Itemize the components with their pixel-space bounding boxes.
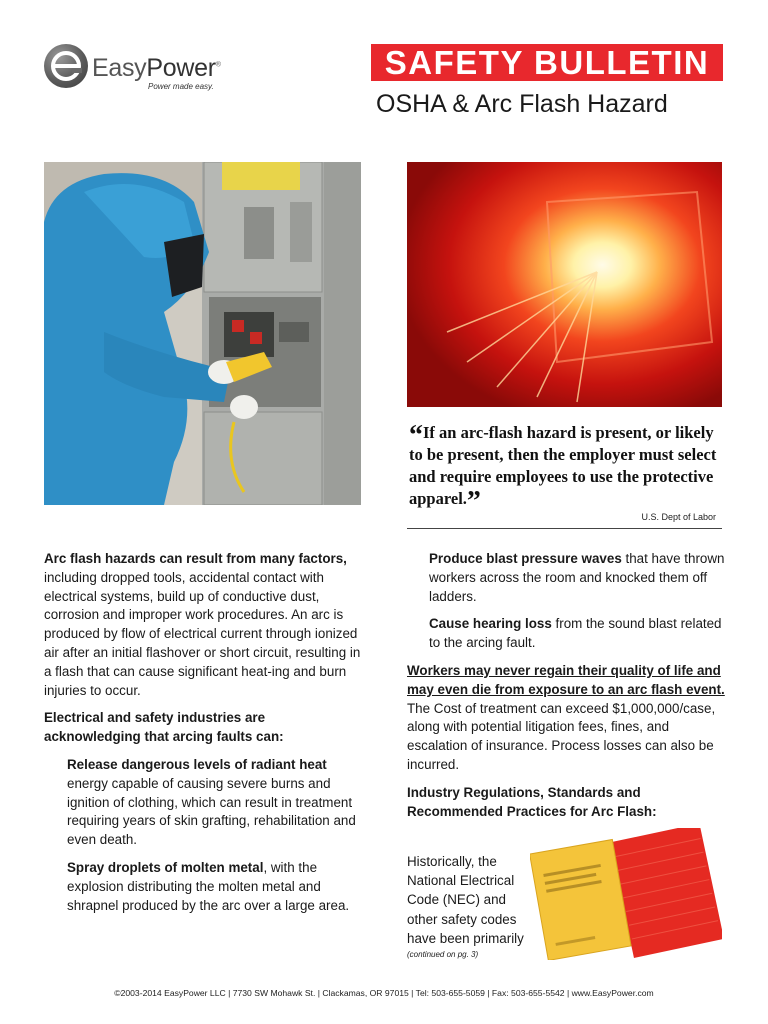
blast-pressure-item: Produce blast pressure waves that have thrown workers across the room and knocked them off ladders. bbox=[429, 551, 725, 604]
e-icon bbox=[44, 44, 88, 88]
quote-attribution: U.S. Dept of Labor bbox=[641, 512, 716, 522]
open-quote-mark: “ bbox=[409, 420, 423, 451]
arc-flash-explosion-photo bbox=[407, 162, 722, 407]
close-quote-mark: ” bbox=[466, 486, 481, 517]
quality-of-life-paragraph: Workers may never regain their quality of life and may even die from exposure to an arc flash event. The Cost of treatment can exceed $1,000,000/case, along with potential litigation fees, fines, and escalation of insurance. Process losses can also be incurred. bbox=[407, 662, 725, 772]
quote-divider bbox=[407, 528, 722, 529]
body-column-left bbox=[44, 550, 362, 924]
hearing-loss-item: Cause hearing loss from the sound blast related to the arcing fault. bbox=[429, 616, 722, 651]
logo-tagline: Power made easy. bbox=[148, 82, 214, 91]
continued-note: (continued on pg. 3) bbox=[407, 950, 479, 959]
body-column-right bbox=[407, 550, 725, 830]
logo-wordmark: EasyPower® bbox=[92, 54, 221, 82]
regulations-heading: Industry Regulations, Standards and Recommended Practices for Arc Flash: bbox=[407, 784, 657, 819]
safety-bulletin-banner: SAFETY BULLETIN bbox=[371, 44, 723, 81]
arc-flash-suit-photo bbox=[44, 162, 361, 505]
page-footer: ©2003-2014 EasyPower LLC | 7730 SW Mohawk St. | Clackamas, OR 97015 | Tel: 503-655-5059 | Fax: 503-655-5542 | www.EasyPower.com bbox=[114, 988, 654, 998]
radiant-heat-item: Release dangerous levels of radiant heat energy capable of causing severe burns and ignition of clothing, which can result in treatment requiring years of skin grafting, rehabilitation and even death. bbox=[67, 756, 356, 848]
historically-text: Historically, the National Electrical Code (NEC) and other safety codes have been primarily bbox=[407, 854, 524, 946]
standards-books-image bbox=[530, 828, 722, 960]
quote-text: If an arc-flash hazard is present, or likely to be present, then the employer must select and require employees to use the protective apparel. bbox=[409, 423, 717, 508]
molten-metal-item: Spray droplets of molten metal, with the explosion distributing the molten metal and shrapnel produced by the arc over a large area. bbox=[67, 859, 350, 913]
acknowledging-heading: Electrical and safety industries are acknowledging that arcing faults can: bbox=[44, 710, 284, 745]
easypower-logo-mark bbox=[44, 44, 88, 88]
page-subtitle: OSHA & Arc Flash Hazard bbox=[376, 90, 668, 118]
intro-paragraph: Arc flash hazards can result from many factors, including dropped tools, accidental contact with electrical systems, build up of conductive dust, corrosion and improper work procedures. An arc is produced by flow of electrical current through ionized air after an initial flashover or short circuit, resulting in a flash that can cause significant heat-ing and burn injuries to occur. bbox=[44, 551, 361, 698]
